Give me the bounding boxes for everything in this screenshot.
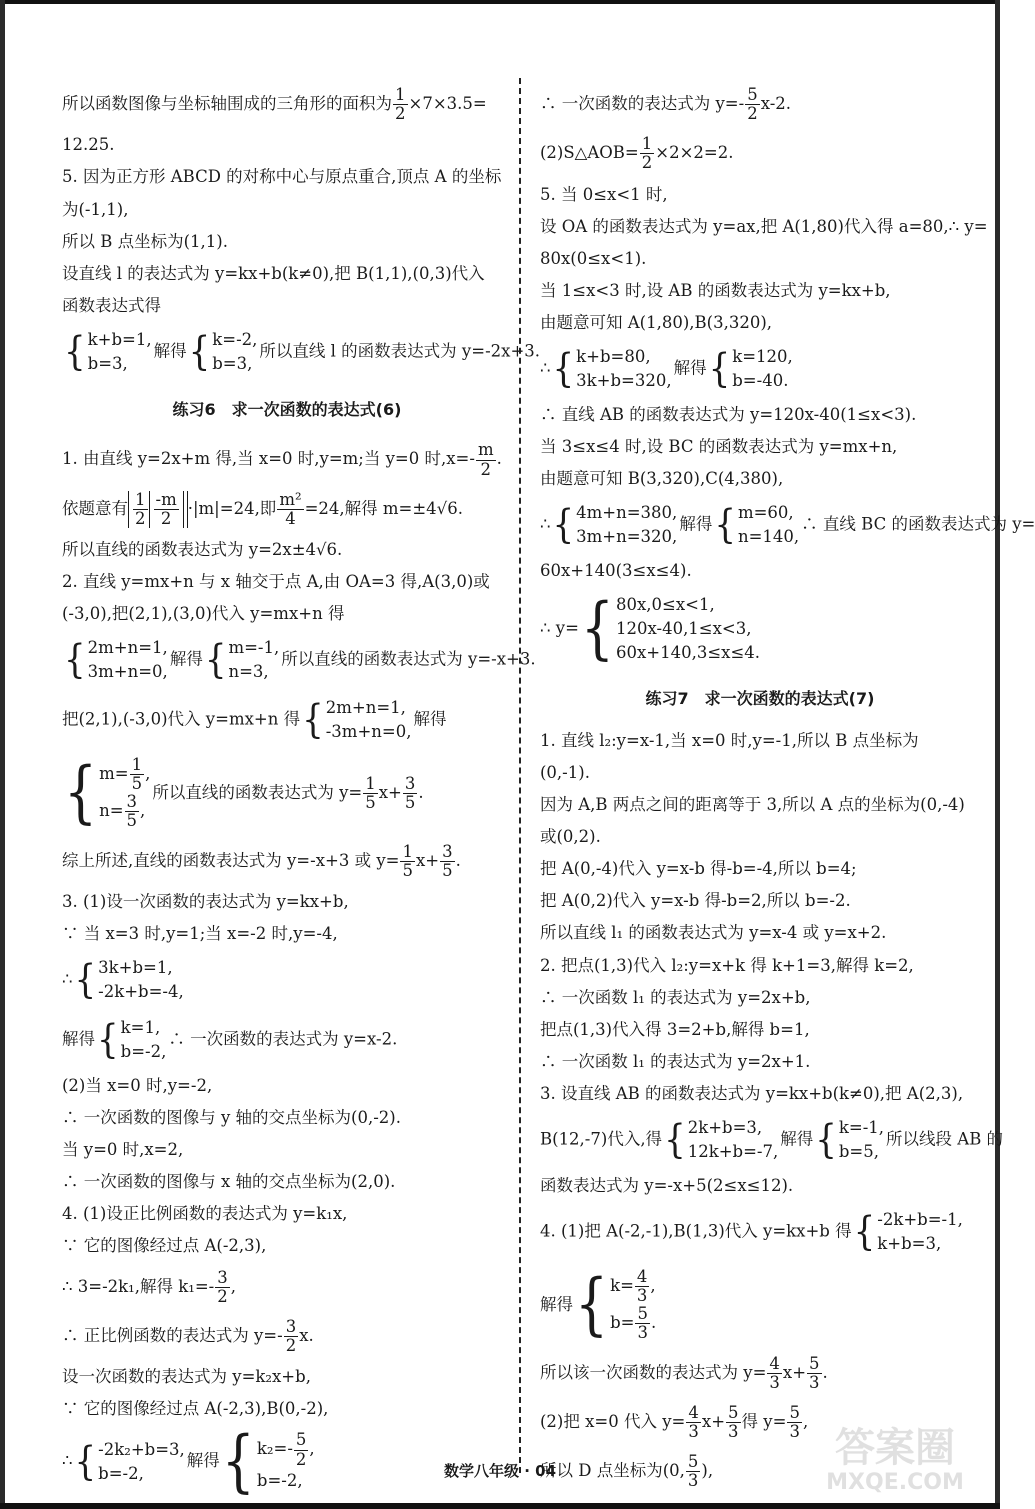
equation-system-line: { m= $\frac{1}{5}$ , n= $\frac{3}{5}$ , 所以直线的函数表达式为 y= $\frac{1}{5}$ x+ $\frac{3}{5}$ . — [64, 754, 424, 833]
text-line: 4. (1)设正比例函数的表达式为 y=k₁x, — [62, 1204, 348, 1224]
equation-system-line: { 2m+n=1, 3m+n=0, 解得 { m=-1, n=3, 所以直线的函数表达式为 y=-x+3. — [64, 637, 536, 684]
column-divider — [519, 78, 521, 1473]
text-line: 所以直线的函数表达式为 y=2x±4√6. — [62, 539, 343, 559]
text-line: 12.25. — [62, 135, 115, 155]
text-line: ∵ 它的图像经过点 A(-2,3),B(0,-2), — [62, 1399, 329, 1419]
page-footer: 数学八年级 · 04 — [443, 1462, 557, 1480]
equation-system-line: ∴ { 4m+n=380, 3m+n=320, 解得 { m=60, n=140, ∴ 直线 BC 的函数表达式为 y= — [540, 502, 1035, 549]
text-line: 把点(1,3)代入得 3=2+b,解得 b=1, — [540, 1019, 810, 1039]
text-line: 60x+140(3≤x≤4). — [540, 561, 692, 581]
text-line: 因为 A,B 两点之间的距离等于 3,所以 A 点的坐标为(0,-4) — [540, 794, 965, 814]
text-line: 为(-1,1), — [62, 199, 129, 219]
text-line: 当 3≤x≤4 时,设 BC 的函数表达式为 y=mx+n, — [540, 437, 898, 457]
text-line: 3. 设直线 AB 的函数表达式为 y=kx+b(k≠0),把 A(2,3), — [540, 1084, 964, 1104]
watermark-url: MXQE.COM — [826, 1470, 964, 1495]
right-border — [995, 0, 1000, 1509]
text-line: 所以 D 点坐标为(0, $\frac{5}{3}$ ), — [540, 1452, 714, 1491]
equation-system-line: { k+b=1, b=3, 解得 { k=-2, b=3, 所以直线 l 的函数表达式为 y=-2x+3. — [64, 328, 541, 375]
text-line: 3. (1)设一次函数的表达式为 y=kx+b, — [62, 891, 349, 911]
text-line: (2)S△AOB= $\frac{1}{2}$ ×2×2=2. — [540, 134, 734, 173]
text-line: 设直线 l 的表达式为 y=kx+b(k≠0),把 B(1,1),(0,3)代入 — [62, 263, 485, 283]
text-line: ∴ 正比例函数的表达式为 y=- $\frac{3}{2}$ x. — [62, 1316, 314, 1355]
text-line: 所以该一次函数的表达式为 y= $\frac{4}{3}$ x+ $\frac{5}{3}$ . — [540, 1353, 828, 1392]
text-line: 5. 当 0≤x<1 时, — [540, 184, 668, 204]
text-line: 函数表达式为 y=-x+5(2≤x≤12). — [540, 1176, 794, 1195]
text-line: (0,-1). — [540, 762, 590, 782]
text-line: 当 y=0 时,x=2, — [62, 1140, 184, 1160]
text-line: 设一次函数的表达式为 y=k₂x+b, — [62, 1367, 311, 1387]
text-line: 1. 由直线 y=2x+m 得,当 x=0 时,y=m;当 y=0 时,x=- $\frac{m}{2}$ . — [62, 440, 502, 479]
right-column — [540, 80, 1035, 1496]
left-border — [0, 0, 5, 1509]
text-line: ∴ 一次函数的图像与 x 轴的交点坐标为(2,0). — [62, 1172, 396, 1192]
text-line: ∴ 一次函数 l₁ 的表达式为 y=2x+b, — [540, 987, 811, 1007]
equation-system-line: ∴ { k+b=80, 3k+b=320, 解得 { k=120, b=-40. — [540, 346, 793, 393]
top-border — [0, 0, 1000, 4]
text-line: ∵ 它的图像经过点 A(-2,3), — [62, 1236, 267, 1256]
text-line: 由题意可知 B(3,320),C(4,380), — [540, 469, 784, 489]
equation-system-line: 解得 { k= $\frac{4}{3}$ , b= $\frac{5}{3}$ . — [540, 1266, 657, 1345]
left-column — [62, 80, 541, 1501]
text-line: 综上所述,直线的函数表达式为 y=-x+3 或 y= $\frac{1}{5}$ x+ $\frac{3}{5}$ . — [62, 841, 461, 880]
text-line: 2. 直线 y=mx+n 与 x 轴交于点 A,由 OA=3 得,A(3,0)或 — [62, 572, 490, 592]
text-line: 把 A(0,2)代入 y=x-b 得-b=2,所以 b=-2. — [540, 891, 851, 911]
text-line: 函数表达式得 — [62, 295, 161, 315]
equation-system-line: B(12,-7)代入,得 { 2k+b=3, 12k+b=-7, 解得 { k=-1, b=5, 所以线段 AB 的 — [540, 1117, 1004, 1164]
text-line: ∴ 一次函数的图像与 y 轴的交点坐标为(0,-2). — [62, 1107, 401, 1127]
text-line: 当 1≤x<3 时,设 AB 的函数表达式为 y=kx+b, — [540, 280, 891, 300]
watermark-logo-icon — [800, 1417, 990, 1495]
watermark-text: 答案圈 — [835, 1425, 955, 1471]
text-line: 所以直线 l₁ 的函数表达式为 y=x-4 或 y=x+2. — [540, 923, 887, 943]
text-line: 依题意有 $\frac{1}{2}$ $\frac{-m}{2}$ ·|m|=24,即 $\frac{\text{m²}}{4}$ =24,解得 m=±4√6. — [62, 489, 463, 528]
text-line: ∴ 一次函数 l₁ 的表达式为 y=2x+1. — [540, 1051, 811, 1071]
equation-system-line: 把(2,1),(-3,0)代入 y=mx+n 得 { 2m+n=1, -3m+n=0, 解得 — [62, 697, 447, 744]
text-line: 或(0,2). — [540, 827, 601, 847]
text-line: 5. 因为正方形 ABCD 的对称中心与原点重合,顶点 A 的坐标 — [62, 167, 502, 187]
equation-system-line: 解得 { k=1, b=-2, ∴ 一次函数的表达式为 y=x-2. — [62, 1016, 398, 1063]
text-line: ∴ 3=-2k₁,解得 k₁=- $\frac{3}{2}$ , — [62, 1267, 237, 1306]
section-title-7: 练习7 求一次函数的表达式(7) — [645, 689, 875, 709]
text-line: 所以 B 点坐标为(1,1). — [62, 231, 228, 251]
text-line: 80x(0≤x<1). — [540, 248, 647, 268]
section-title-6: 练习6 求一次函数的表达式(6) — [172, 399, 402, 419]
text-line: 所以函数图像与坐标轴围成的三角形的面积为 $\frac{1}{2}$ ×7×3.5= — [62, 85, 487, 124]
text-line: 1. 直线 l₂:y=x-1,当 x=0 时,y=-1,所以 B 点坐标为 — [540, 730, 919, 750]
piecewise-function: ∴ y= { 80x,0≤x<1, 120x-40,1≤x<3, 60x+140,3≤x≤4. — [540, 590, 761, 669]
text-line: 把 A(0,-4)代入 y=x-b 得-b=-4,所以 b=4; — [540, 859, 857, 879]
bottom-border — [0, 1503, 1000, 1509]
text-line: ∴ 直线 AB 的函数表达式为 y=120x-40(1≤x<3). — [540, 405, 917, 425]
text-line: 2. 把点(1,3)代入 l₂:y=x+k 得 k+1=3,解得 k=2, — [540, 955, 914, 975]
text-line: ∴ 一次函数的表达式为 y=- $\frac{5}{2}$ x-2. — [540, 85, 792, 124]
equation-system-line: ∴ { -2k₂+b=3, b=-2, 解得 { k₂=- $\frac{5}{2}$ , b=-2, — [62, 1422, 315, 1501]
equation-system-line: 4. (1)把 A(-2,-1),B(1,3)代入 y=kx+b 得 { -2k+b=-1, k+b=3, — [540, 1209, 963, 1256]
equation-system-line: ∴ { 3k+b=1, -2k+b=-4, — [62, 957, 184, 1004]
text-line: ∵ 当 x=3 时,y=1;当 x=-2 时,y=-4, — [62, 923, 338, 943]
text-line: 由题意可知 A(1,80),B(3,320), — [540, 313, 772, 333]
text-line: (2)当 x=0 时,y=-2, — [62, 1075, 213, 1095]
text-line: (2)把 x=0 代入 y= $\frac{4}{3}$ x+ $\frac{5}{3}$ 得 y= $\frac{5}{3}$ , — [540, 1402, 809, 1441]
text-line: 设 OA 的函数表达式为 y=ax,把 A(1,80)代入得 a=80,∴ y= — [540, 216, 988, 236]
text-line: (-3,0),把(2,1),(3,0)代入 y=mx+n 得 — [62, 604, 345, 624]
